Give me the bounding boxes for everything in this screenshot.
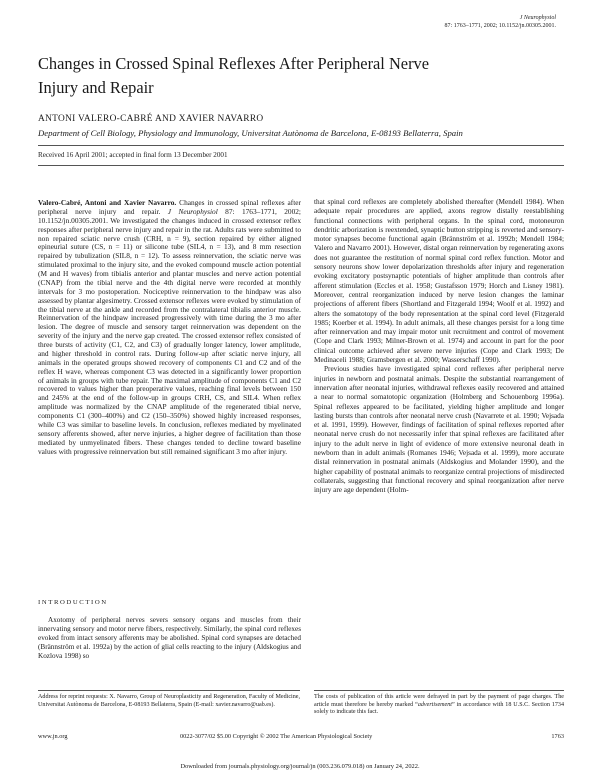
footnote-rule-left (38, 690, 300, 691)
page-number: 1763 (551, 733, 564, 740)
journal-name: J Neurophysiol (519, 15, 556, 21)
footnote-costs-text-end: ” in accordance with 18 U.S.C. Section 1734 solely to indicate this fact. (314, 701, 565, 716)
copyright-line: 0022-3077/02 $5.00 Copyright © 2002 The American Physiological Society (180, 733, 373, 740)
footnote-costs-advertisement: advertisement (417, 701, 452, 708)
abstract-body: 87: 1763–1771, 2002; 10.1152/jn.00305.2001. We investigated the changes induced in crossed extensor reflex responses after peripheral nerve injury and repair in the rat. Adults rats were submitted to non repaired sciatic nerve crush (CRH, n = 9), section repaired by either aligned epineurial suture (CS, n = 11) or silicone tube (SIL4, n = 13), and 8 mm resection repaired by tubulization (SIL8, n = 12). To assess reinnervation, the sciatic nerve was stimulated proximal to the injury site, and the evoked compound muscle action potential (M and H waves) from tibialis anterior and plantar muscles and nerve action potential (CNAP) from the tibial nerve and the 4th digital nerve were recorded at monthly intervals for 3 mo postoperation. Nociceptive reinnervation to the hindpaw was also assessed by plantar algesimetry. Crossed extensor reflexes were evoked by stimulation of the tibial nerve at the ankle and recorded from the contralateral tibialis anterior muscle. Reinnervation of the hindpaw increased progressively with time during the 3 mo after lesion. The degree of muscle and sensory target reinnervation was dependent on the severity of the injury and the nerve gap created. The crossed extensor reflex consisted of three bursts of activity (C1, C2, and C3) of gradually longer latency, lower amplitude, and higher threshold in control rats. During follow-up after sciatic nerve injury, all animals in the operated groups showed recovery of components C1 and C2 and of the reflex H wave, whereas component C3 was detected in a significantly lower proportion of animals in groups with tube repair. The maximal amplitude of components C1 and C2 recovered to values higher than preoperative values, reaching final levels between 150 and 245% at the end of the follow-up in groups CRH, CS, and SIL4. When reflex amplitude was normalized by the CNAP amplitude of the regenerated tibial nerve, components C1 (300–400%) and C2 (150–350%) showed highly increased responses, while C3 was similar to baseline levels. In conclusion, reflexes mediated by myelinated sensory afferents showed, after nerve injuries, a higher degree of facilitation than those mediated by unmyelinated fibers. These changes tended to decline toward baseline values with progressive reinnervation but still remained significant 3 mo after injury. (38, 206, 301, 456)
authors: ANTONI VALERO-CABRÉ AND XAVIER NAVARRO (38, 114, 264, 124)
journal-website-link[interactable]: www.jn.org (38, 733, 68, 740)
journal-citation (445, 14, 556, 30)
body-paragraph-1: that spinal cord reflexes are completely abolished thereafter (Mendell 1984). When adequate repair procedures are applied, axons regrow distally reestablishing functional connections with peripheral organs. In the spinal cord, motoneuron dendritic arborization is reextended, synaptic button stripping is reverted and sensory-motor synapses become functional again (Brännström et al. 1992b; Mendell 1984; Valero and Navarro 2001). However, distal organ reinnervation by regenerating axons does not guarantee the restitution of normal spinal cord reflex function. Motor and sensory neurons show lower depolarization thresholds after injury and regeneration evoking excitatory postsynaptic potentials of higher amplitude than controls after afferent stimulation (Eccles et al. 1958; Gustafsson 1979; Horch and Lisney 1981). Moreover, central reorganization induced by nerve lesion changes the laminar projections of afferent fibers (Shortland and Fitzgerald 1994; Woolf et al. 1992) and alters the somatotopy of the body representation at the spinal cord level (Fitzgerald 1985; Koerber et al. 1994). In adult animals, all these changes persist for a long time after reinnervation and may impair motor unit recruitment and control of movement (Cope and Clark 1993; Milner-Brown et al. 1974) and account in part for the poor clinical outcome achieved after severe nerve injuries (Cope and Clark 1993; De Medinaceli 1988; Gramsbergen et al. 2000; Wasserschaff 1990). (314, 198, 564, 365)
footnote-rule-right (314, 690, 564, 691)
affiliation: Department of Cell Biology, Physiology and Immunology, Universitat Autònoma de Barcelona, E-08193 Bellaterra, Spain (38, 128, 463, 138)
footnote-reprint: Address for reprint requests: X. Navarro, Group of Neuroplasticity and Regeneration, Faculty of Medicine, Universitat Autònoma de Barcelona, E-08193 Bellaterra, Spain (E-mail: xavier.navarro@uab.es). (38, 694, 300, 708)
right-column-text (314, 198, 564, 496)
introduction-text (38, 616, 301, 661)
section-heading-introduction: INTRODUCTION (38, 599, 108, 606)
footnote-costs-text: The costs of publication of this article were defrayed in part by the payment of page charges. The article must therefore be hereby marked “ (314, 694, 564, 708)
abstract-journal: J Neurophysiol (167, 206, 218, 216)
abstract-title: Changes in crossed spinal reflexes after peripheral nerve injury and repair. (38, 198, 301, 216)
title-line-1: Changes in Crossed Spinal Reflexes After Peripheral Nerve (38, 54, 429, 73)
footnote-costs (314, 694, 564, 717)
citation-line: 87: 1763–1771, 2002; 10.1152/jn.00305.2001. (444, 23, 556, 29)
received-dates: Received 16 April 2001; accepted in final form 13 December 2001 (38, 151, 228, 159)
abstract-authors: Valero-Cabré, Antoni and Xavier Navarro. (38, 198, 177, 207)
introduction-paragraph: Axotomy of peripheral nerves severs sensory organs and muscles from their innervating sensory and motor nerve fibers, respectively. Similarly, the spinal cord reflexes evoked from intact sensory afferents may be abolished. Spinal cord synapses are detached (Brännström et al. 1992a) by the action of glial cells reacting to the injury (Aldskogius and Kozlova 1998) so (38, 616, 301, 661)
title-line-2: Injury and Repair (38, 78, 154, 97)
article-title (38, 52, 508, 100)
abstract (38, 199, 301, 456)
header-rule-top (38, 145, 564, 146)
download-note: Downloaded from journals.physiology.org/journal/jn (003.236.079.018) on January 24, 2022. (180, 763, 420, 770)
body-paragraph-2: Previous studies have investigated spinal cord reflexes after peripheral nerve injuries in newborn and postnatal animals. Despite the substantial rearrangement of innervation after neonatal injuries, withdrawal reflexes easily recovered and attained a near to normal somatotopic organization (Holmberg and Schouenborg 1996a). Spinal reflexes appeared to be facilitated, yielding higher amplitude and longer lasting bursts than controls after neonatal nerve crush (Navarrete et al. 1990; Vejsada et al. 1991, 1999). However, findings of facilitation of spinal reflexes reported after neonatal nerve crush do not necessarily infer that spinal reflexes are facilitated after injury to the adult nerve in light of evidence of more extensive neuronal death in newborn than in adult animals (Romanes 1946; Vejsada et al. 1999), more accurate distal reinnervation in postnatal animals (Aldskogius and Molander 1990), and the higher capability of postnatal animals to reorganize central projections of misdirected collaterals, suggesting that functional recovery and spinal reorganization after nerve injury are age dependent (Holm- (314, 365, 564, 495)
header-rule-bottom (38, 165, 564, 166)
